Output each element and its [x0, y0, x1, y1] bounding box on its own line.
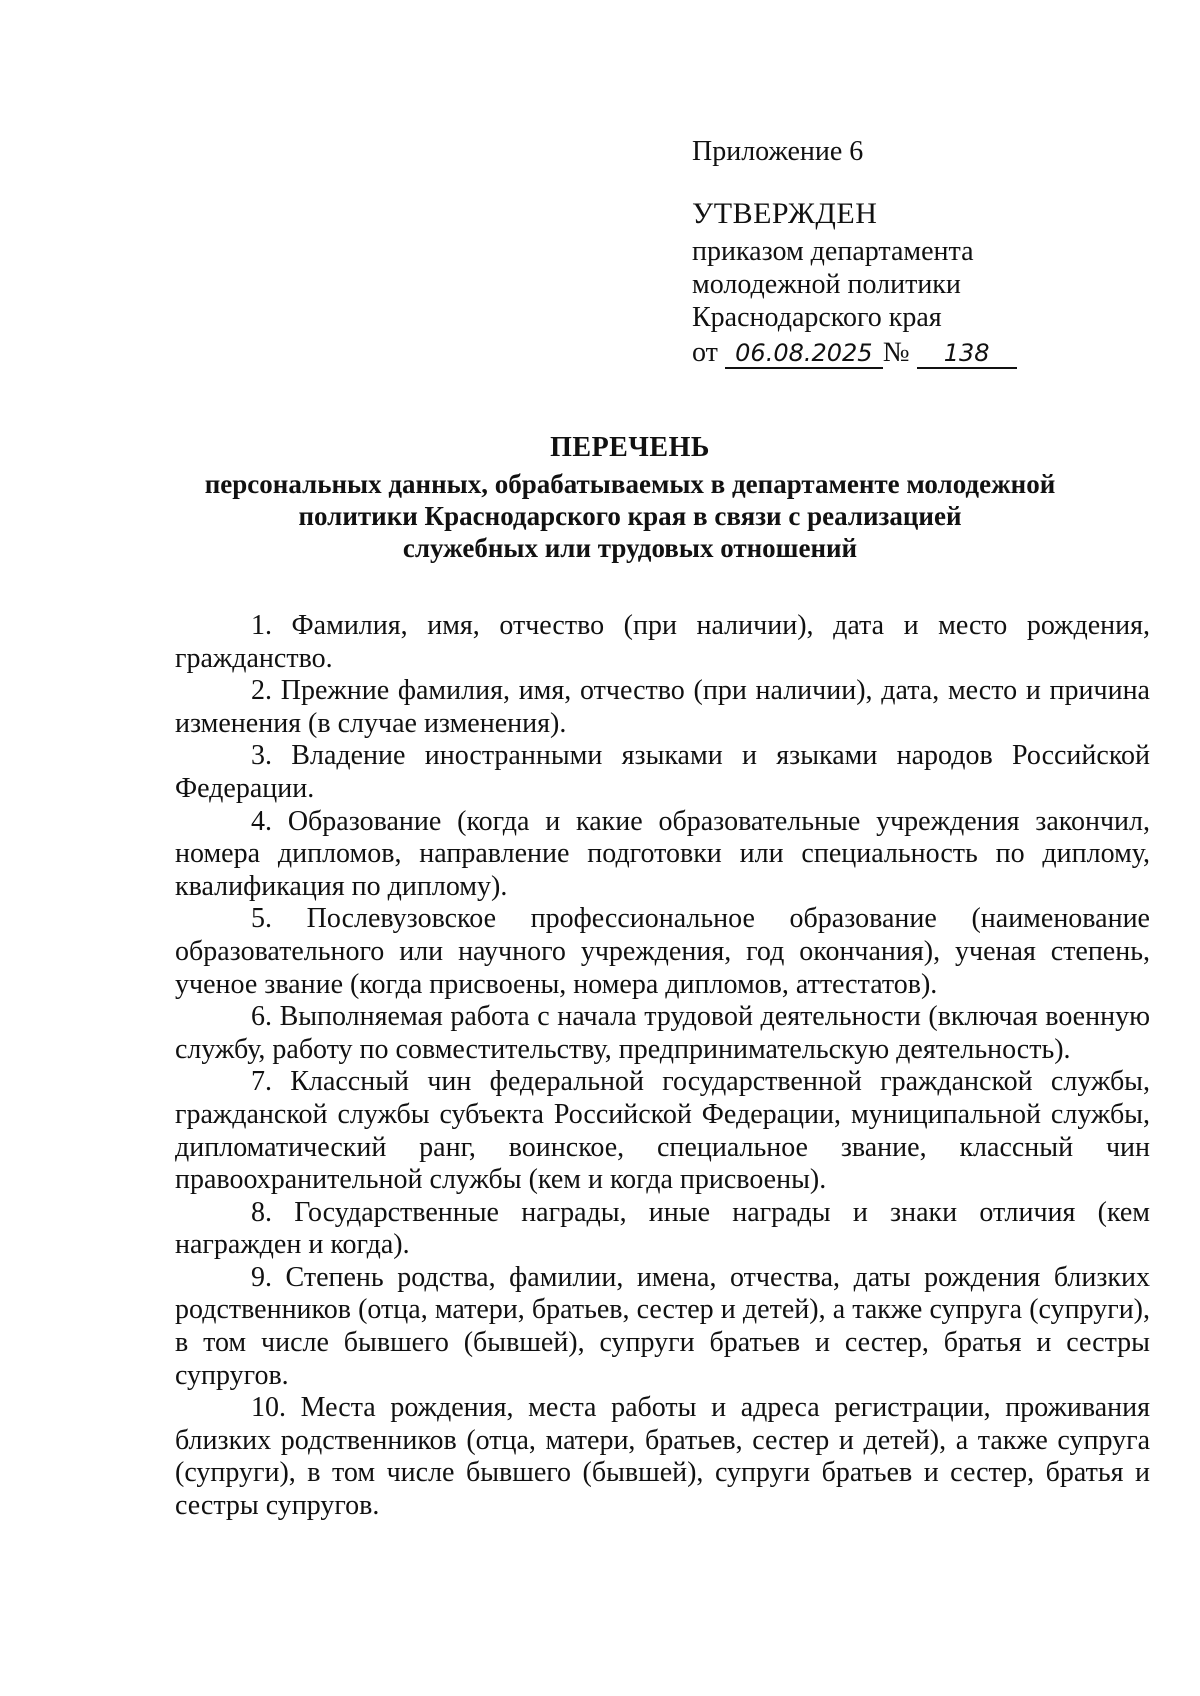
subtitle-line-3: служебных или трудовых отношений — [402, 533, 858, 563]
list-item: 1. Фамилия, имя, отчество (при наличии), дата и место рождения, гражданство. — [175, 610, 1150, 674]
list-item: 5. Послевузовское профессиональное образование (наименование образовательного или научного учреждения, год окончания), ученая степень, ученое звание (когда присвоены, номера дипломов, аттестатов). — [175, 903, 1150, 1000]
approved-heading: УТВЕРЖДЕН — [692, 197, 878, 230]
approval-line-2: молодежной политики — [692, 269, 961, 300]
approval-block — [692, 136, 1092, 377]
number-sign: № — [882, 337, 910, 368]
list-item: 4. Образование (когда и какие образовательные учреждения закончил, номера дипломов, направление подготовки или специальность по диплому, квалификация по диплому). — [175, 805, 1150, 902]
list-item: 9. Степень родства, фамилии, имена, отчества, даты рождения близких родственников (отца, матери, братьев, сестер и детей), а также супруга (супруги), в том числе бывшего (бывшей), супруги братьев и сестер, братья и сестры супругов. — [175, 1261, 1150, 1391]
document-title — [150, 432, 1110, 564]
handwritten-date: 06.08.2025 — [725, 339, 883, 369]
date-prefix: от — [692, 337, 718, 368]
approval-line-3: Краснодарского края — [692, 302, 942, 333]
appendix-label: Приложение 6 — [692, 136, 864, 167]
title-heading: ПЕРЕЧЕНЬ — [550, 432, 710, 463]
handwritten-number: 138 — [917, 339, 1017, 369]
list-item: 6. Выполняемая работа с начала трудовой деятельности (включая военную службу, работу по совместительству, предпринимательскую деятельность). — [175, 1001, 1150, 1065]
subtitle-line-2: политики Краснодарского края в связи с реализацией — [298, 501, 962, 531]
approval-line-1: приказом департамента — [692, 236, 974, 267]
list-item: 7. Классный чин федеральной государственной гражданской службы, гражданской службы субъекта Российской Федерации, муниципальной службы, дипломатический ранг, воинское, специальное звание, классный чин правоохранительной службы (кем и когда присвоены). — [175, 1066, 1150, 1196]
list-item: 10. Места рождения, места работы и адреса регистрации, проживания близких родственников (отца, матери, братьев, сестер и детей), а также супруга (супруги), в том числе бывшего (бывшей), супруги братьев и сестер, братья и сестры супругов. — [175, 1392, 1150, 1522]
data-list — [175, 610, 1150, 1523]
subtitle-line-1: персональных данных, обрабатываемых в департаменте молодежной — [204, 469, 1056, 499]
list-item: 3. Владение иностранными языками и языками народов Российской Федерации. — [175, 740, 1150, 804]
list-item: 2. Прежние фамилия, имя, отчество (при наличии), дата, место и причина изменения (в случае изменения). — [175, 675, 1150, 739]
order-date-line — [692, 337, 1092, 377]
list-item: 8. Государственные награды, иные награды и знаки отличия (кем награжден и когда). — [175, 1196, 1150, 1261]
